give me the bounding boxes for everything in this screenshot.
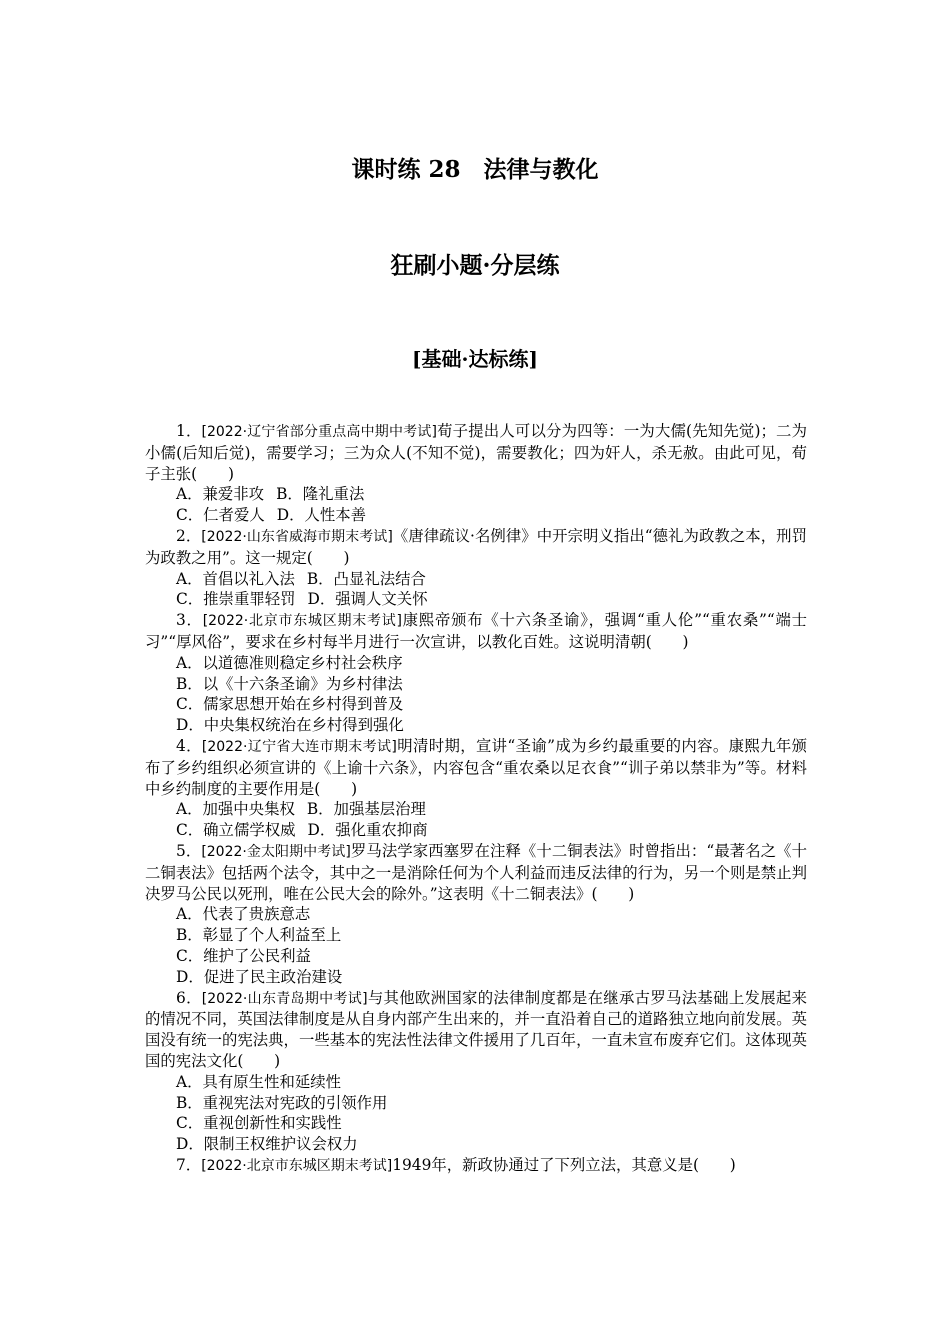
question-source: [2022·北京市东城区期末考试] <box>201 1157 393 1174</box>
question-text: 明清时期，宣讲“圣谕”成为乡约最重要的内容。康熙九年颁布了乡约组织必须宣讲的《上谕十六条》，内容包含“重农桑以足衣食”“训子弟以禁非为”等。材料中乡约制度的主要作用是( ) <box>145 736 807 798</box>
question-text: 康熙帝颁布《十六条圣谕》，强调“重人伦”“重农桑”“端士习”“厚风俗”，要求在乡村每半月进行一次宣讲，以教化百姓。这说明清朝( ) <box>145 611 807 651</box>
question-stem <box>145 526 807 569</box>
options-row <box>145 569 807 590</box>
option-b: B．加强基层治理 <box>306 800 426 819</box>
option-c: C．仁者爱人 <box>176 506 265 525</box>
question-source: [2022·辽宁省部分重点高中期中考试] <box>201 424 437 440</box>
option-b: B．彰显了个人利益至上 <box>176 926 342 945</box>
question-number: 6． <box>176 988 202 1007</box>
option-a: A．代表了贵族意志 <box>176 905 311 924</box>
option-d: D．中央集权统治在乡村得到强化 <box>176 716 404 735</box>
option-c: C．确立儒学权威 <box>176 821 296 840</box>
question-source: [2022·山东省威海市期末考试] <box>201 528 393 545</box>
question-number: 2． <box>176 526 202 545</box>
option-b: B．凸显礼法结合 <box>306 569 426 588</box>
option-d: D．人性本善 <box>276 506 367 525</box>
question-1 <box>145 421 807 526</box>
section-heading: [基础·达标练] <box>412 347 538 371</box>
option-b: B．隆礼重法 <box>276 485 365 504</box>
question-stem <box>145 736 807 799</box>
option-c: C．儒家思想开始在乡村得到普及 <box>176 695 404 714</box>
question-list <box>145 421 807 1177</box>
page-title: 课时练 28 法律与教化 <box>351 156 599 183</box>
question-2 <box>145 526 807 610</box>
question-6 <box>145 988 807 1155</box>
options-row <box>145 589 807 610</box>
option-d: D．促进了民主政治建设 <box>176 967 343 986</box>
option-a: A．加强中央集权 <box>176 800 295 819</box>
question-number: 3． <box>176 611 203 630</box>
question-stem <box>145 841 807 904</box>
question-number: 7． <box>176 1155 202 1174</box>
question-number: 4． <box>176 736 202 755</box>
option-a: A．具有原生性和延续性 <box>176 1072 342 1091</box>
question-5 <box>145 841 807 988</box>
options-row <box>145 484 807 505</box>
option-b: B．重视宪法对宪政的引领作用 <box>176 1093 388 1112</box>
question-stem <box>145 610 807 653</box>
options-row <box>145 820 807 841</box>
option-c: C．推崇重罪轻罚 <box>176 590 296 609</box>
question-source: [2022·山东青岛期中考试] <box>201 990 368 1007</box>
question-text: 罗马法学家西塞罗在注释《十二铜表法》时曾指出：“最著名之《十二铜表法》包括两个法令，其中之一是消除任何为个人利益而违反法律的行为，另一个则是禁止判决罗马公民以死刑，唯在公民大会的除外。”这表明《十二铜表法》( ) <box>145 841 807 903</box>
question-source: [2022·辽宁省大连市期末考试] <box>201 738 397 755</box>
option-c: C．重视创新性和实践性 <box>176 1114 342 1133</box>
option-d: D．强化重农抑商 <box>307 821 428 840</box>
question-text: 与其他欧洲国家的法律制度都是在继承古罗马法基础上发展起来的情况不同，英国法律制度是从自身内部产生出来的，并一直沿着自己的道路独立地向前发展。英国没有统一的宪法典，一些基本的宪法性法律文件援用了几百年，一直未宣布废弃它们。这体现英国的宪法文化( ) <box>145 988 807 1070</box>
question-stem <box>145 1155 807 1177</box>
options-row <box>145 799 807 820</box>
question-7 <box>145 1155 807 1177</box>
question-number: 5． <box>176 841 202 860</box>
question-text: 1949年，新政协通过了下列立法，其意义是( ) <box>392 1155 736 1174</box>
question-text: 《唐律疏议·名例律》中开宗明义指出“德礼为政教之本，刑罚为政教之用”。这一规定( ) <box>145 526 807 567</box>
question-source: [2022·北京市东城区期末考试] <box>202 613 402 630</box>
option-b: B．以《十六条圣谕》为乡村律法 <box>176 674 403 693</box>
question-3 <box>145 610 807 736</box>
question-stem <box>145 421 807 484</box>
option-d: D．强调人文关怀 <box>307 590 428 609</box>
option-d: D．限制王权维护议会权力 <box>176 1135 358 1154</box>
option-a: A．兼爱非攻 <box>176 485 265 504</box>
option-a: A．以道德准则稳定乡村社会秩序 <box>176 653 403 672</box>
options-row <box>145 505 807 526</box>
question-number: 1． <box>176 422 202 440</box>
option-c: C．维护了公民利益 <box>176 946 311 965</box>
page-subtitle: 狂刷小题·分层练 <box>390 252 560 279</box>
question-source: [2022·金太阳期中考试] <box>201 843 351 860</box>
option-a: A．首倡以礼入法 <box>176 569 295 588</box>
question-4 <box>145 736 807 841</box>
question-stem <box>145 988 807 1072</box>
question-text: 荀子提出人可以分为四等：一为大儒(先知先觉)；二为小儒(后知后觉)，需要学习；三为众人(不知不觉)，需要教化；四为奸人，杀无赦。由此可见，荀子主张( ) <box>145 422 807 483</box>
